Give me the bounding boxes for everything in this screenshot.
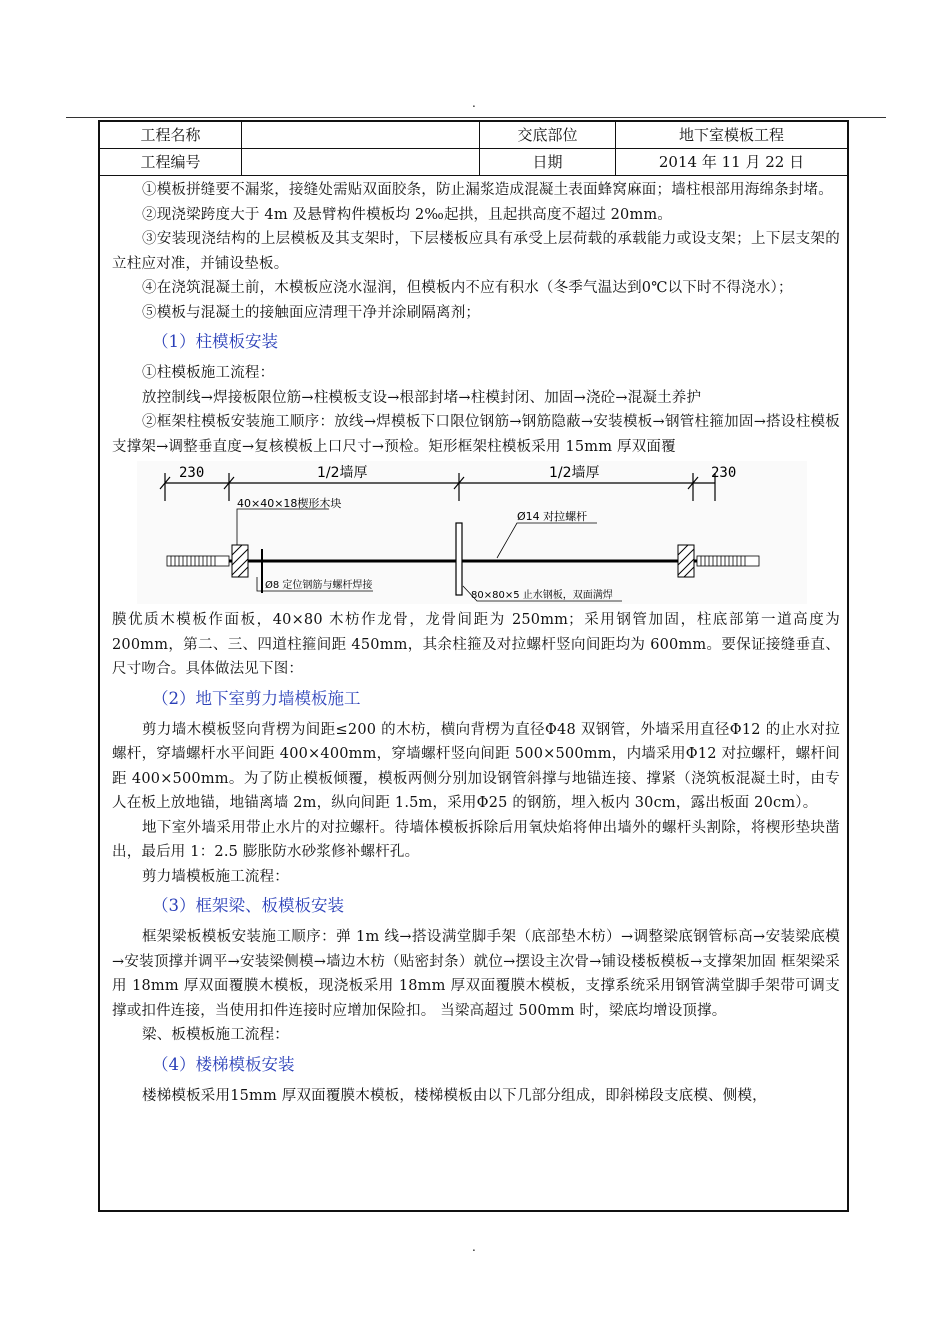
location-value: 地下室模板工程 xyxy=(678,126,784,144)
heading-beam-slab: （3）框架梁、板模板安装 xyxy=(152,896,344,915)
paragraph-column-sequence: ②框架柱模板安装施工顺序：放线→焊模板下口限位钢筋→钢筋隐蔽→安装模板→钢管柱箍加固→搭设柱模板支撑架→调整垂直度→复核模板上口尺寸→预检。矩形框架柱模板采用 15mm 厚双面覆 xyxy=(112,414,840,455)
paragraph-column-details: 膜优质木模板作面板，40×80 木枋作龙骨，龙骨间距为 250mm；采用钢管加固，柱底部第一道高度为 200mm，第二、三、四道柱箍间距 450mm，其余柱箍及对拉螺杆竖向间距均为 600mm。要保证接缝垂直、尺寸吻合。具体做法见下图： xyxy=(112,612,840,677)
project-name-label: 工程名称 xyxy=(100,122,242,148)
project-name-value xyxy=(242,122,480,148)
paragraph-shear-wall-flow: 剪力墙模板施工流程： xyxy=(142,868,289,885)
tie-bolt-diagram xyxy=(137,461,807,604)
paragraph-wetting: ④在浇筑混凝土前，木模板应浇水湿润，但模板内不应有积水（冬季气温达到0℃以下时不得浇水）； xyxy=(142,280,793,296)
paragraph-beam-slab-flow: 梁、板模板施工流程： xyxy=(142,1027,289,1043)
paragraph-beam-slab-sequence: 框架梁板模板安装施工顺序：弹 1m 线→搭设满堂脚手架（底部垫木枋）→调整梁底钢管标高→安装梁底模→安装顶撑并调平→安装梁侧模→墙边木枋（贴密封条）就位→摆设主次骨→铺设楼板模板→支撑架加固 框架梁采用 18mm 厚双面覆膜木模板，现浇板采用 18mm 厚双面覆膜木模板，支撑系统采用钢管满堂脚手架带可调支撑或扣件连接，当使用扣件连接时应增加保险扣。 当梁高超过 500mm 时，梁底均增设顶撑。 xyxy=(112,929,840,1019)
bottom-page-dot: . xyxy=(472,1240,476,1254)
paragraph-stair: 楼梯模板采用15mm 厚双面覆膜木模板，楼梯模板由以下几部分组成，即斜梯段支底模、侧模， xyxy=(142,1087,767,1104)
heading-shear-wall: （2）地下室剪力墙模板施工 xyxy=(152,688,361,708)
project-no-value xyxy=(242,149,480,175)
heading-column-formwork: （1）柱模板安装 xyxy=(152,332,278,351)
header-rule xyxy=(66,117,886,118)
project-no-label: 工程编号 xyxy=(100,149,242,175)
wedge-label: 40×40×18楔形木块 xyxy=(237,497,342,510)
paragraph-upper-formwork: ③安装现浇结构的上层模板及其支架时，下层楼板应具有承受上层荷载的承载能力或设支架；上下层支架的立柱应对准，并铺设垫板。 xyxy=(112,231,840,272)
header-row-2 xyxy=(100,149,847,176)
tie-bolt-drawing xyxy=(137,461,807,604)
date-label: 日期 xyxy=(480,149,616,175)
paragraph-release-agent: ⑤模板与混凝土的接触面应清理干净并涂刷隔离剂； xyxy=(142,304,481,321)
dim-mid-right-label: 1/2墙厚 xyxy=(549,465,600,481)
paragraph-camber: ②现浇梁跨度大于 4m 及悬臂构件模板均 2‰起拱，且起拱高度不超过 20mm。 xyxy=(142,206,673,223)
paragraph-column-flow-title: ①柱模板施工流程： xyxy=(142,365,275,381)
date-value: 2014 年 11 月 22 日 xyxy=(658,153,805,171)
rebar-label: Ø8 定位钢筋与螺杆焊接 xyxy=(265,580,373,591)
header-row-1 xyxy=(100,122,847,149)
location-label: 交底部位 xyxy=(480,122,616,148)
water-stop-plate xyxy=(456,523,462,595)
content-body xyxy=(112,178,840,1108)
dim-right-label: 230 xyxy=(711,465,737,481)
dim-mid-left-label: 1/2墙厚 xyxy=(317,465,368,481)
top-page-dot: . xyxy=(472,96,476,110)
paragraph-column-flow: 放控制线→焊接板限位筋→柱模板支设→根部封堵→柱模封闭、加固→浇砼→混凝土养护 xyxy=(142,389,702,406)
plate-label: 80×80×5 止水钢板，双面满焊 xyxy=(471,590,613,601)
disclosure-table xyxy=(98,120,849,1212)
paragraph-seam-sealing: ①模板拼缝要不漏浆，接缝处需贴双面胶条，防止漏浆造成混凝土表面蜂窝麻面；墙柱根部用海绵条封堵。 xyxy=(142,182,833,198)
dim-left-label: 230 xyxy=(179,465,205,481)
heading-stair: （4）楼梯模板安装 xyxy=(152,1054,295,1074)
paragraph-shear-wall-details: 剪力墙木模板竖向背楞为间距≤200 的木枋，横向背楞为直径Φ48 双钢管，外墙采用直径Φ12 的止水对拉螺杆，穿墙螺杆水平间距 400×400mm，穿墙螺杆竖向间距 500×500mm，内墙采用Φ12 对拉螺杆，螺杆间距 400×500mm。为了防止模板倾覆，模板两侧分别加设钢管斜撑与地锚连接、撑紧（浇筑板混凝土时，由专人在板上放地锚，地锚离墙 2m，纵向间距 1.5m，采用Φ25 的钢筋，埋入板内 30cm，露出板面 20cm）。 xyxy=(112,721,840,811)
paragraph-exterior-wall: 地下室外墙采用带止水片的对拉螺杆。待墙体模板拆除后用氧炔焰将伸出墙外的螺杆头割除，将楔形垫块凿出，最后用 1：2.5 膨胀防水砂浆修补螺杆孔。 xyxy=(112,819,840,860)
bolt-label: Ø14 对拉螺杆 xyxy=(517,510,588,523)
